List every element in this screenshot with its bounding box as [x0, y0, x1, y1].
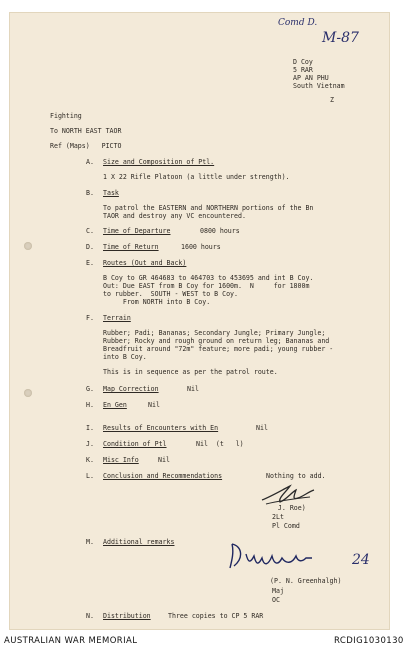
item-heading: Terrain: [103, 314, 131, 322]
oc-rank: Maj: [272, 587, 284, 595]
item-heading: Misc Info: [103, 456, 139, 464]
item-value: Nil (t l): [196, 440, 244, 448]
item-value: Nil: [158, 456, 170, 464]
item-heading: Map Correction: [103, 385, 159, 393]
item-note: This is in sequence as per the patrol route.: [103, 368, 278, 376]
item-value: 0800 hours: [200, 227, 240, 235]
item-heading: Routes (Out and Back): [103, 259, 187, 267]
item-letter: M.: [86, 538, 94, 546]
company-commander-signature: [226, 538, 346, 572]
item-body: From NORTH into B Coy.: [103, 298, 211, 306]
item-body: to rubber. SOUTH - WEST to B Coy.: [103, 290, 238, 298]
signatory-role: Pl Comd: [272, 522, 300, 530]
oc-role: OC: [272, 596, 280, 604]
item-value: 1600 hours: [181, 243, 221, 251]
report-type: Fighting: [50, 112, 82, 120]
item-heading: Additional remarks: [103, 538, 175, 546]
item-letter: B.: [86, 189, 94, 197]
item-body: 1 X 22 Rifle Platoon (a little under strength).: [103, 173, 290, 181]
item-letter: C.: [86, 227, 94, 235]
punch-hole-bottom: [24, 389, 32, 397]
oc-name: (P. N. Greenhalgh): [270, 577, 342, 585]
item-body: Rubber; Padi; Bananas; Secondary Jungle; Primary Jungle;: [103, 329, 326, 337]
report-destination: To NORTH EAST TAOR: [50, 127, 122, 135]
item-value: Three copies to CP 5 RAR: [168, 612, 264, 620]
unit-line-3: AP AN PHU: [293, 74, 329, 82]
item-heading: Distribution: [103, 612, 151, 620]
item-letter: A.: [86, 158, 94, 166]
handwritten-note-comd: Comd D.: [278, 18, 318, 28]
item-heading: Conclusion and Recommendations: [103, 472, 223, 480]
item-heading: Size and Composition of Ptl.: [103, 158, 215, 166]
item-heading: Task: [103, 189, 119, 197]
unit-line-1: D Coy: [293, 58, 313, 66]
item-body: Rubber; Rocky and rough ground on return leg; Bananas and: [103, 337, 330, 345]
item-letter: G.: [86, 385, 94, 393]
signatory-name: J. Roe): [266, 504, 306, 512]
item-value: Nothing to add.: [266, 472, 326, 480]
unit-line-2: 5 RAR: [293, 66, 313, 74]
item-heading: Results of Encounters with En: [103, 424, 219, 432]
punch-hole-top: [24, 242, 32, 250]
item-heading: En Gen: [103, 401, 127, 409]
item-heading: Time of Departure: [103, 227, 171, 235]
item-body: into B Coy.: [103, 353, 147, 361]
map-reference: Ref (Maps) PICTO: [50, 142, 122, 150]
item-letter: K.: [86, 456, 94, 464]
item-letter: J.: [86, 440, 94, 448]
item-heading: Condition of Ptl: [103, 440, 167, 448]
item-letter: F.: [86, 314, 94, 322]
item-letter: L.: [86, 472, 94, 480]
item-value: Nil: [256, 424, 268, 432]
item-letter: H.: [86, 401, 94, 409]
signatory-rank: 2Lt: [272, 513, 284, 521]
handwritten-file-number: M-87: [322, 30, 359, 46]
item-letter: D.: [86, 243, 94, 251]
item-heading: Time of Return: [103, 243, 159, 251]
unit-line-4: South Vietnam: [293, 82, 345, 90]
signature-date-mark: 24: [352, 552, 370, 568]
item-value: Nil: [187, 385, 199, 393]
item-body: TAOR and destroy any VC encountered.: [103, 212, 246, 220]
item-body: Breadfruit around "72m" feature; more padi; young rubber -: [103, 345, 334, 353]
archive-credit: AUSTRALIAN WAR MEMORIAL: [4, 636, 138, 646]
item-body: Out: Due EAST from B Coy for 1600m. N for 1800m: [103, 282, 310, 290]
item-body: B Coy to GR 464683 to 464703 to 453695 and int B Coy.: [103, 274, 314, 282]
item-letter: I.: [86, 424, 94, 432]
archive-reference: RCDIG1030130: [334, 636, 404, 646]
item-letter: E.: [86, 259, 94, 267]
item-letter: N.: [86, 612, 94, 620]
z-mark: Z: [330, 96, 334, 104]
item-body: To patrol the EASTERN and NORTHERN portions of the Bn: [103, 204, 314, 212]
item-value: Nil: [148, 401, 160, 409]
